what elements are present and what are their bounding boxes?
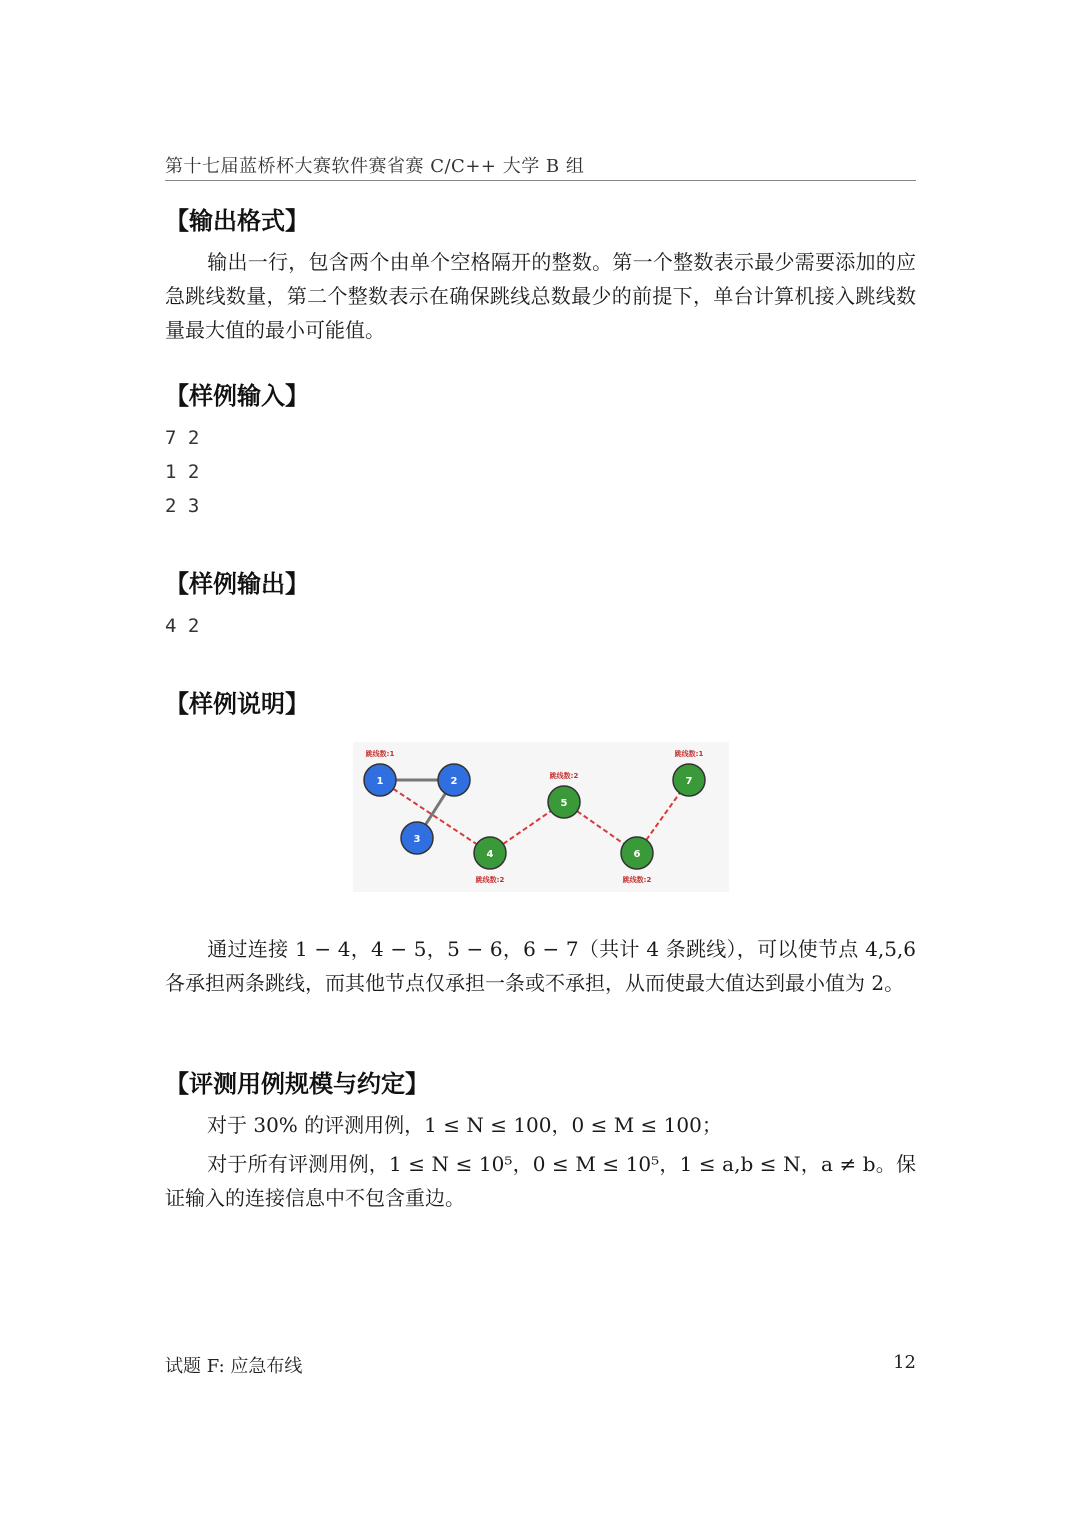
output-format-text: 输出一行，包含两个由单个空格隔开的整数。第一个整数表示最少需要添加的应急跳线数量，第二个整数表示在确保跳线总数最少的前提下，单台计算机接入跳线数量最大值的最小可能值。 — [165, 250, 916, 342]
graph-node-4 — [474, 837, 506, 884]
graph-node-id: 6 — [633, 849, 641, 860]
header-divider — [165, 180, 916, 181]
section-title-sample-explanation: 【样例说明】 — [165, 690, 309, 718]
footer-problem-title: 试题 F: 应急布线 — [165, 1356, 303, 1377]
constraints-paragraph-1 — [165, 1108, 916, 1142]
section-title-sample-output: 【样例输出】 — [165, 570, 309, 598]
graph-node-5 — [548, 771, 580, 818]
output-format-paragraph — [165, 245, 916, 347]
sample-explanation-text: 通过连接 1 − 4，4 − 5，5 − 6，6 − 7（共计 4 条跳线），可以使节点 4,5,6 各承担两条跳线，而其他节点仅承担一条或不承担，从而使最大值达到最小值为 2。 — [165, 937, 916, 995]
graph-node-6 — [621, 837, 653, 884]
graph-edge-jumper — [380, 780, 490, 853]
graph-figure — [353, 742, 729, 892]
graph-node-jumper-count: 跳线数:1 — [674, 750, 704, 758]
graph-node-jumper-count: 跳线数:2 — [549, 772, 579, 780]
page-number: 12 — [893, 1352, 916, 1373]
graph-node-id: 1 — [376, 776, 384, 787]
section-title-output-format: 【输出格式】 — [165, 207, 309, 235]
constraints-paragraph-2 — [165, 1147, 916, 1215]
sample-input-line: 1 2 — [165, 461, 200, 483]
graph-node-id: 2 — [450, 776, 458, 787]
graph-node-2 — [438, 764, 470, 796]
graph-node-id: 5 — [560, 798, 568, 809]
graph-node-id: 4 — [486, 849, 494, 860]
graph-node-7 — [673, 749, 705, 796]
section-title-sample-input: 【样例输入】 — [165, 382, 309, 410]
graph-node-jumper-count: 跳线数:1 — [365, 750, 395, 758]
constraints-line-1: 对于 30% 的评测用例，1 ≤ N ≤ 100，0 ≤ M ≤ 100； — [207, 1113, 722, 1137]
graph-node-3 — [401, 822, 433, 854]
sample-explanation-paragraph — [165, 932, 916, 1000]
sample-input-line: 2 3 — [165, 495, 200, 517]
graph-node-jumper-count: 跳线数:2 — [475, 876, 505, 884]
graph-node-id: 7 — [685, 776, 693, 787]
sample-output-line: 4 2 — [165, 615, 200, 637]
graph-node-id: 3 — [413, 834, 421, 845]
running-header: 第十七届蓝桥杯大赛软件赛省赛 C/C++ 大学 B 组 — [165, 156, 585, 177]
graph-node-jumper-count: 跳线数:2 — [622, 876, 652, 884]
graph-node-1 — [364, 749, 396, 796]
graph-svg — [353, 742, 729, 892]
section-title-constraints: 【评测用例规模与约定】 — [165, 1070, 429, 1098]
sample-input-line: 7 2 — [165, 427, 200, 449]
constraints-line-2: 对于所有评测用例，1 ≤ N ≤ 10⁵，0 ≤ M ≤ 10⁵，1 ≤ a,b ≤ N，a ≠ b。保证输入的连接信息中不包含重边。 — [165, 1152, 916, 1210]
